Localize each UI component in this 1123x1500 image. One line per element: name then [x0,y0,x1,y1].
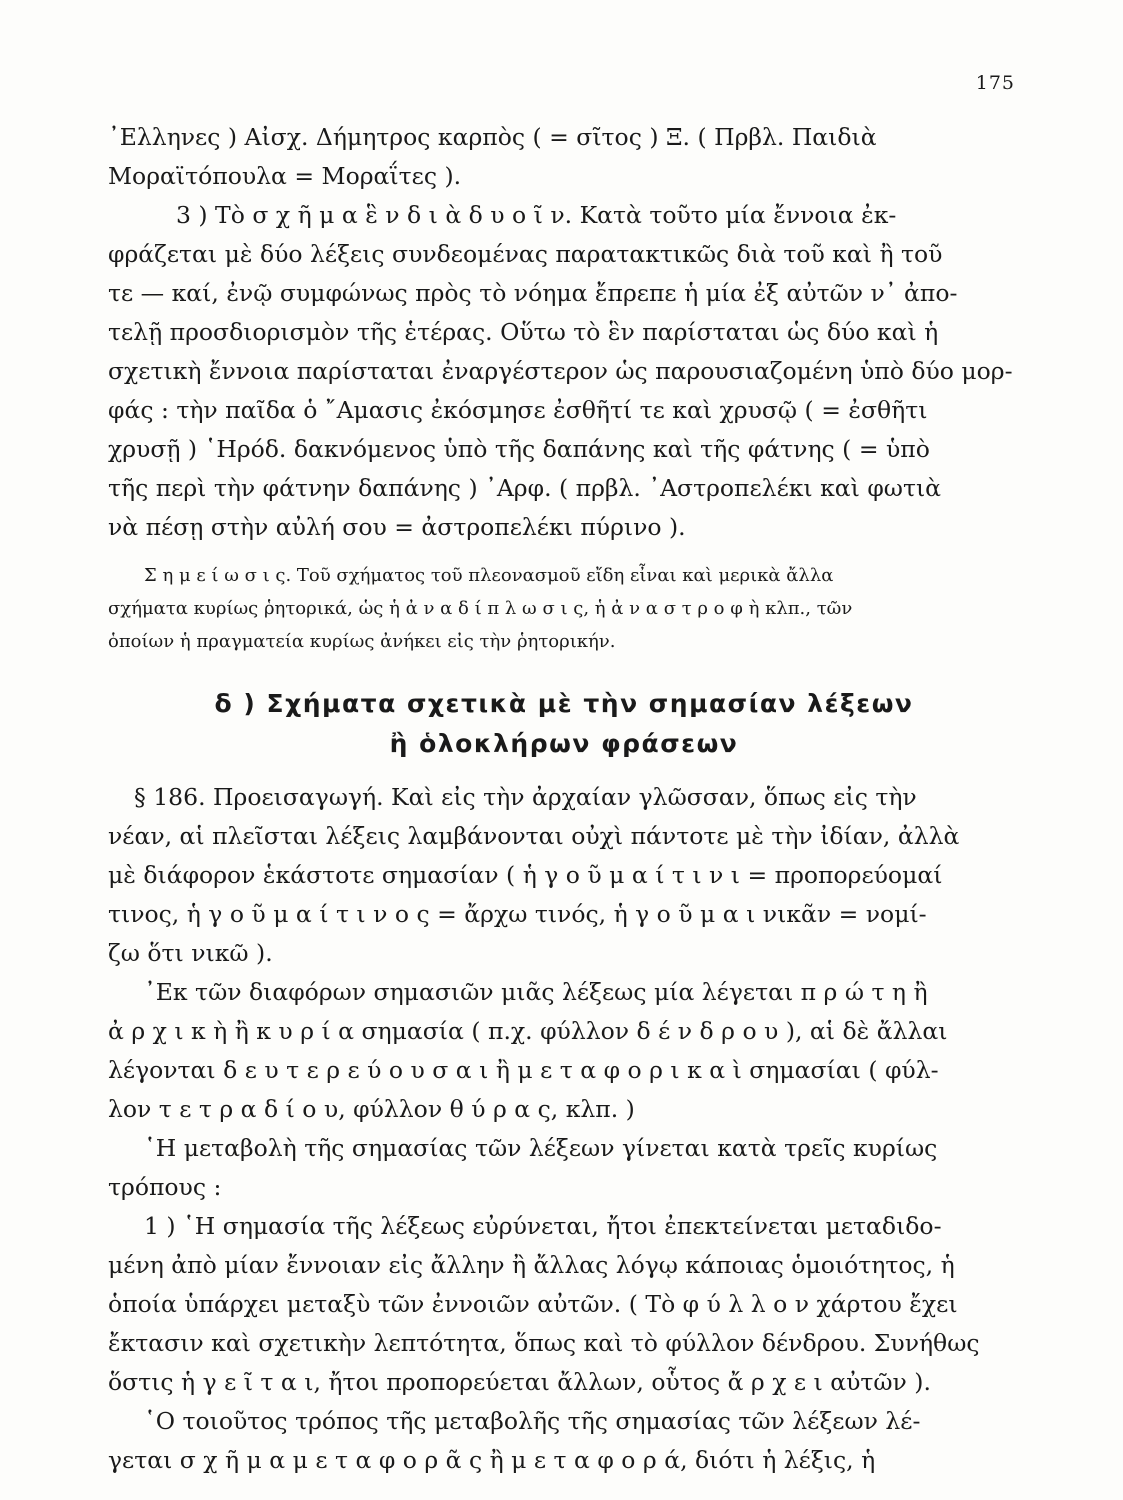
text-line: τελῇ προσδιορισμὸν τῆς ἑτέρας. Οὕτω τὸ ἓν παρίσταται ὡς δύο καὶ ἡ [108,318,939,346]
text-line: μὲ διάφορον ἑκάστοτε σημασίαν ( ἡ γ ο ῦ μ α ί τ ι ν ι = προπορεύομαί [108,861,943,889]
note-line: Σ η μ ε ί ω σ ι ς. Τοῦ σχήματος τοῦ πλεονασμοῦ εἴδη εἶναι καὶ μερικὰ ἄλλα [144,565,834,586]
text-line: σχετικὴ ἔννοια παρίσταται ἐναργέστερον ὡς παρουσιαζομένη ὑπὸ δύο μορ- [108,357,1013,385]
paragraph-meanings [108,973,1020,1129]
text-line: Μοραϊτόπουλα = Μοραΐτες ). [108,162,462,190]
paragraph-broadening [108,1207,1020,1402]
text-line: ὁποία ὑπάρχει μεταξὺ τῶν ἐννοιῶν αὐτῶν. ( Τὸ φ ύ λ λ ο ν χάρτου ἔχει [108,1290,958,1318]
text-line: τῆς περὶ τὴν φάτνην δαπάνης ) ᾿Αρφ. ( πρβλ. ᾿Αστροπελέκι καὶ φωτιὰ [108,474,942,502]
text-line: μένη ἀπὸ μίαν ἔννοιαν εἰς ἄλλην ἢ ἄλλας λόγῳ κάποιας ὁμοιότητος, ἡ [108,1251,955,1279]
text-line: νέαν, αἱ πλεῖσται λέξεις λαμβάνονται οὐχὶ πάντοτε μὲ τὴν ἰδίαν, ἀλλὰ [108,822,960,850]
paragraph-change [108,1129,1020,1207]
paragraph-metaphor [108,1402,1020,1480]
text-line: τρόπους : [108,1173,222,1201]
text-line: χρυσῇ ) ῾Ηρόδ. δακνόμενος ὑπὸ τῆς δαπάνης καὶ τῆς φάτνης ( = ὑπὸ [108,435,930,463]
text-line: νὰ πέσῃ στὴν αὐλή σου = ἀστροπελέκι πύρινο ). [108,513,686,541]
note-block [108,559,1020,658]
text-line: ῾Η μεταβολὴ τῆς σημασίας τῶν λέξεων γίνεται κατὰ τρεῖς κυρίως [144,1134,938,1162]
paragraph-hendiadys [108,118,1020,547]
text-line: φάς : τὴν παῖδα ὁ ῎Αμασις ἐκόσμησε ἐσθῆτί τε καὶ χρυσῷ ( = ἐσθῆτι [108,396,928,424]
text-line: ὅστις ἡ γ ε ῖ τ α ι, ἤτοι προπορεύεται ἄλλων, οὗτος ἄ ρ χ ε ι αὐτῶν ). [108,1368,931,1396]
text-line: γεται σ χ ῆ μ α μ ε τ α φ ο ρ ᾶ ς ἢ μ ε τ α φ ο ρ ά, διότι ἡ λέξις, ἡ [108,1446,876,1474]
text-line: ᾿Εκ τῶν διαφόρων σημασιῶν μιᾶς λέξεως μία λέγεται π ρ ώ τ η ἢ [144,978,928,1006]
text-line: ῾Ο τοιοῦτος τρόπος τῆς μεταβολῆς τῆς σημασίας τῶν λέξεων λέ- [144,1407,921,1435]
text-line: § 186. Προεισαγωγή. Καὶ εἰς τὴν ἀρχαίαν γλῶσσαν, ὅπως εἰς τὴν [134,783,917,811]
note-line: σχήματα κυρίως ῥητορικά, ὡς ἡ ἀ ν α δ ί π λ ω σ ι ς, ἡ ἀ ν α σ τ ρ ο φ ὴ κλπ., τῶν [108,598,853,619]
note-line: ὁποίων ἡ πραγματεία κυρίως ἀνήκει εἰς τὴν ῥητορικήν. [108,631,616,652]
text-line: ἔκτασιν καὶ σχετικὴν λεπτότητα, ὅπως καὶ τὸ φύλλον δένδρου. Συνήθως [108,1329,980,1357]
text-line: λέγονται δ ε υ τ ε ρ ε ύ ο υ σ α ι ἢ μ ε τ α φ ο ρ ι κ α ὶ σημασίαι ( φύλ- [108,1056,939,1084]
text-line: ζω ὅτι νικῶ ). [108,939,273,967]
text-line: ἀ ρ χ ι κ ὴ ἢ κ υ ρ ί α σημασία ( π.χ. φύλλον δ έ ν δ ρ ο υ ), αἱ δὲ ἄλλαι [108,1017,948,1045]
section-heading [108,684,1020,764]
text-line: τινος, ἡ γ ο ῦ μ α ί τ ι ν ο ς = ἄρχω τινός, ἡ γ ο ῦ μ α ι νικᾶν = νομί- [108,900,927,928]
page-number: 175 [975,72,1015,94]
paragraph-introduction [108,778,1020,973]
text-line: λον τ ε τ ρ α δ ί ο υ, φύλλον θ ύ ρ α ς, κλπ. ) [108,1095,635,1123]
text-line: 1 ) ῾Η σημασία τῆς λέξεως εὐρύνεται, ἤτοι ἐπεκτείνεται μεταδιδο- [144,1212,942,1240]
text-line: φράζεται μὲ δύο λέξεις συνδεομένας παρατακτικῶς διὰ τοῦ καὶ ἢ τοῦ [108,240,943,268]
text-line: 3 ) Τὸ σ χ ῆ μ α ἓ ν δ ι ὰ δ υ ο ῖ ν. Κατὰ τοῦτο μία ἔννοια ἐκ- [176,201,897,229]
page-body [108,118,1020,1480]
heading-line: ἢ ὁλοκλήρων φράσεων [389,729,739,758]
heading-line: δ ) Σχήματα σχετικὰ μὲ τὴν σημασίαν λέξεων [214,689,914,718]
text-line: ᾿Ελληνες ) Αἰσχ. Δήμητρος καρπὸς ( = σῖτος ) Ξ. ( Πρβλ. Παιδιὰ [108,123,877,151]
text-line: τε — καί, ἐνῷ συμφώνως πρὸς τὸ νόημα ἔπρεπε ἡ μία ἐξ αὐτῶν ν᾿ ἀπο- [108,279,958,307]
